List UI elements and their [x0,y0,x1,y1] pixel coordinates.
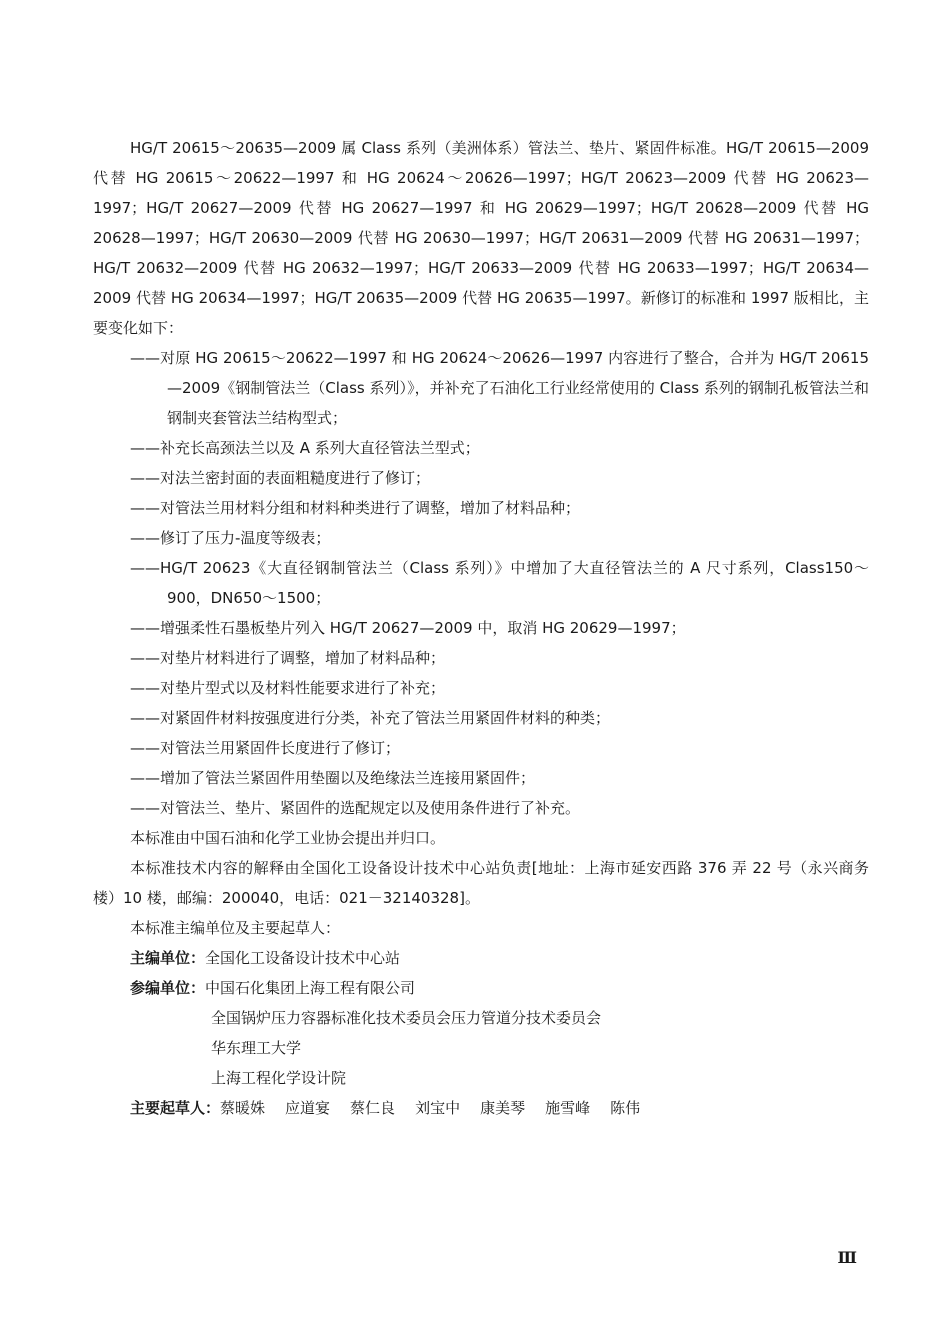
participating-unit-label: 参编单位： [130,979,206,997]
change-item: ——补充长高颈法兰以及 A 系列大直径管法兰型式； [130,439,480,457]
change-item: ——HG/T 20623《大直径钢制管法兰（Class 系列）》中增加了大直径管法兰的 A 尺寸系列，Class150～900，DN650～1500； [130,559,869,607]
drafters-label: 主要起草人： [130,1099,221,1117]
change-item: ——对管法兰用紧固件长度进行了修订； [130,739,401,757]
drafter-name: 蔡暖姝 [220,1099,266,1117]
change-item: ——对垫片型式以及材料性能要求进行了补充； [130,679,446,697]
participating-unit-line [93,973,869,1003]
participating-unit-name: 上海工程化学设计院 [211,1069,347,1087]
units-heading: 本标准主编单位及主要起草人： [130,919,341,937]
interpretation-paragraph: 本标准技术内容的解释由全国化工设备设计技术中心站负责[地址：上海市延安西路 376 弄 22 号（永兴商务楼）10 楼，邮编：200040，电话：021－32140328]。 [93,859,869,907]
change-item: ——对垫片材料进行了调整，增加了材料品种； [130,649,446,667]
drafter-name: 应道宴 [285,1099,331,1117]
drafter-name: 陈伟 [610,1099,641,1117]
change-item: ——对紧固件材料按强度进行分类，补充了管法兰用紧固件材料的种类； [130,709,611,727]
chief-unit-name: 全国化工设备设计技术中心站 [205,949,401,967]
chief-unit-line [93,943,869,973]
drafters-line [93,1093,869,1123]
change-item: ——对管法兰用材料分组和材料种类进行了调整，增加了材料品种； [130,499,581,517]
drafter-name: 蔡仁良 [350,1099,396,1117]
participating-unit-name: 全国锅炉压力容器标准化技术委员会压力管道分技术委员会 [211,1009,602,1027]
drafter-name: 康美琴 [480,1099,526,1117]
foreword-body [93,133,869,1123]
change-item: ——增强柔性石墨板垫片列入 HG/T 20627—2009 中，取消 HG 20629—1997； [130,619,686,637]
change-item: ——对管法兰、垫片、紧固件的选配规定以及使用条件进行了补充。 [130,799,581,817]
drafter-name: 施雪峰 [545,1099,591,1117]
change-item: ——修订了压力-温度等级表； [130,529,331,547]
page-number: Ⅲ [837,1248,858,1267]
changes-list [93,343,869,823]
chief-unit-label: 主编单位： [130,949,206,967]
intro-paragraph: HG/T 20615～20635—2009 属 Class 系列（美洲体系）管法兰、垫片、紧固件标准。HG/T 20615—2009 代替 HG 20615～20622—1997 和 HG 20624～20626—1997；HG/T 20623—2009 代替 HG 20623—1997；HG/T 20627—2009 代替 HG 20627—1997 和 HG 20629—1997；HG/T 20628—2009 代替 HG 20628—1997；HG/T 20630—2009 代替 HG 20630—1997；HG/T 20631—2009 代替 HG 20631—1997；HG/T 20632—2009 代替 HG 20632—1997；HG/T 20633—2009 代替 HG 20633—1997；HG/T 20634—2009 代替 HG 20634—1997；HG/T 20635—2009 代替 HG 20635—1997。新修订的标准和 1997 版相比，主要变化如下： [93,139,869,337]
change-item: ——对法兰密封面的表面粗糙度进行了修订； [130,469,431,487]
participating-unit-name: 中国石化集团上海工程有限公司 [205,979,416,997]
proposer-paragraph: 本标准由中国石油和化学工业协会提出并归口。 [130,829,446,847]
change-item: ——对原 HG 20615～20622—1997 和 HG 20624～20626—1997 内容进行了整合，合并为 HG/T 20615—2009《钢制管法兰（Class 系列）》，并补充了石油化工行业经常使用的 Class 系列的钢制孔板管法兰和钢制夹套管法兰结构型式； [130,349,869,427]
participating-unit-name: 华东理工大学 [211,1039,302,1057]
drafter-name: 刘宝中 [415,1099,461,1117]
change-item: ——增加了管法兰紧固件用垫圈以及绝缘法兰连接用紧固件； [130,769,536,787]
